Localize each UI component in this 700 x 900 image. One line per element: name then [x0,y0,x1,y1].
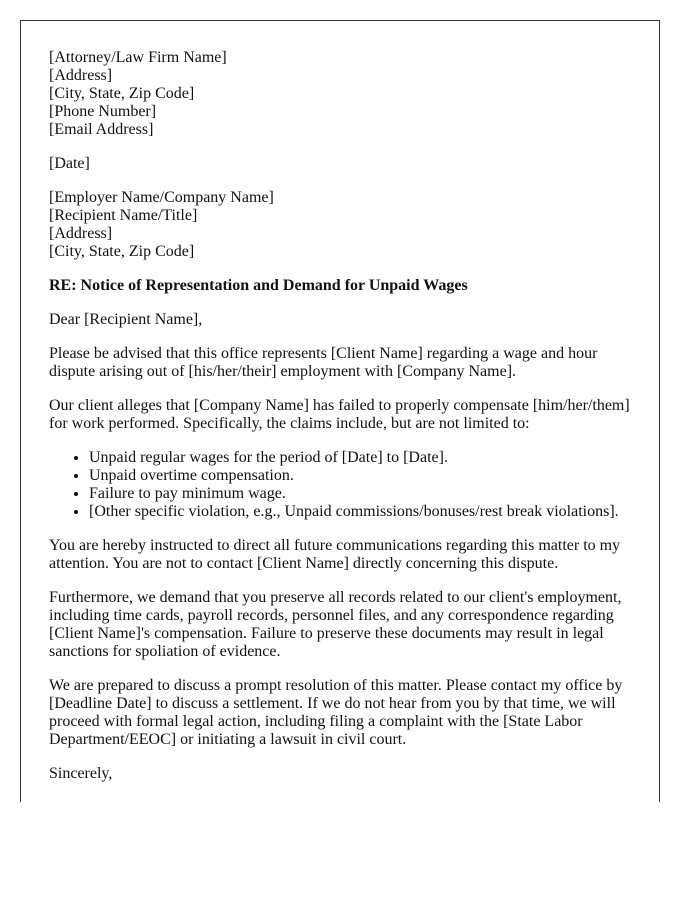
sender-name: [Attorney/Law Firm Name] [49,49,227,66]
sender-phone: [Phone Number] [49,103,157,120]
sender-city-state-zip: [City, State, Zip Code] [49,85,195,102]
recipient-name-title: [Recipient Name/Title] [49,207,198,224]
claim-item: • [Other specific violation, e.g., Unpaid commissions/bonuses/rest break violations]. [89,503,639,521]
recipient-address: [Address] [49,225,113,242]
resolution-paragraph: We are prepared to discuss a prompt resolution of this matter. Please contact my office by [Deadline Date] to discuss a settlement. If we do not hear from you by that time, we will proceed with formal legal action, including filing a complaint with the [State Labor Department/EEOC] or initiating a lawsuit in civil court. [49,677,623,748]
sender-email: [Email Address] [49,121,154,138]
claim-item: • Unpaid overtime compensation. [89,467,639,485]
recipient-company: [Employer Name/Company Name] [49,189,274,206]
claim-item: • Unpaid regular wages for the period of [Date] to [Date]. [89,449,639,467]
recipient-address-block [49,189,639,261]
subject-line: RE: Notice of Representation and Demand for Unpaid Wages [49,277,468,294]
sender-address-block [49,49,639,139]
preservation-paragraph: Furthermore, we demand that you preserve all records related to our client's employment, including time cards, payroll records, personnel files, and any correspondence regarding [Client Name]'s compensation. Failure to preserve these documents may result in legal sanctions for spoliation of evidence. [49,589,622,660]
closing: Sincerely, [49,765,113,782]
letter-date: [Date] [49,155,90,172]
claims-list [49,449,639,521]
recipient-city-state-zip: [City, State, Zip Code] [49,243,195,260]
allegation-paragraph: Our client alleges that [Company Name] has failed to properly compensate [him/her/them] for work performed. Specifically, the claims include, but are not limited to: [49,397,630,432]
sender-address: [Address] [49,67,113,84]
letter-content [49,49,639,799]
communications-paragraph: You are hereby instructed to direct all future communications regarding this matter to my attention. You are not to contact [Client Name] directly concerning this dispute. [49,537,621,572]
intro-paragraph: Please be advised that this office represents [Client Name] regarding a wage and hour dispute arising out of [his/her/their] employment with [Company Name]. [49,345,598,380]
salutation: Dear [Recipient Name], [49,311,203,328]
claim-item: • Failure to pay minimum wage. [89,485,639,503]
letter-page [20,20,660,802]
